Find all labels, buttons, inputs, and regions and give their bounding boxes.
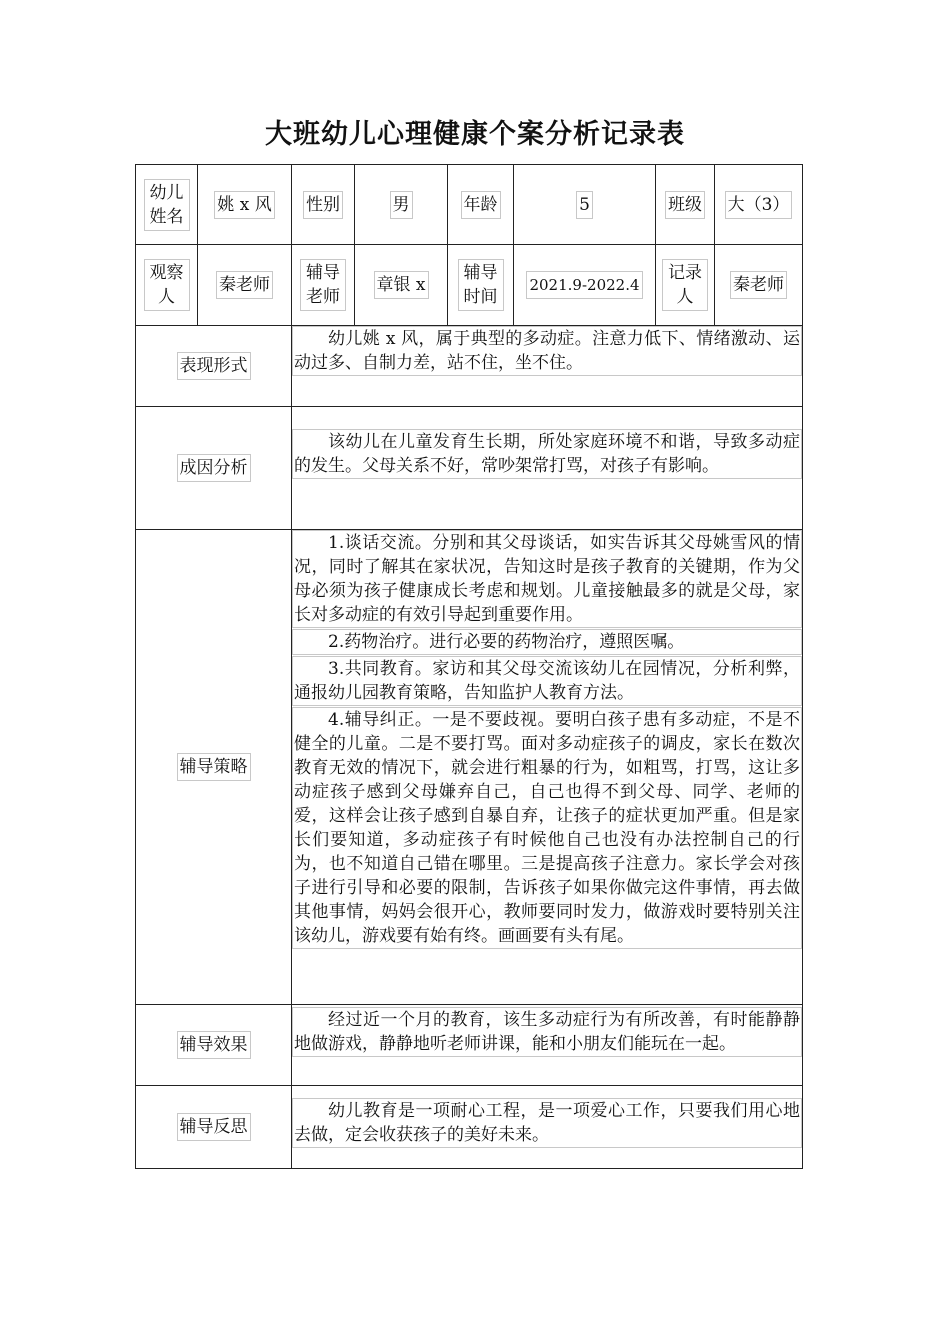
strategy-row: [136, 530, 803, 1005]
info-row-1: [136, 165, 803, 245]
case-record-table: [135, 164, 803, 1169]
child-name-value: 姚 x 风: [214, 191, 274, 219]
class-value: 大（3）: [725, 191, 793, 219]
class-label: 班级: [665, 191, 705, 219]
reflection-label: 辅导反思: [177, 1113, 251, 1141]
strategy-item-4: 4.辅导纠正。一是不要歧视。要明白孩子患有多动症，不是不健全的儿童。二是不要打骂。面对多动症孩子的调皮，家长在数次教育无效的情况下，就会进行粗暴的行为，如粗骂，打骂，这让多动症孩子感到父母嫌弃自己，自己也得不到父母、同学、老师的爱，这样会让孩子感到自暴自弃，让孩子的症状更加严重。但是家长们要知道，多动症孩子有时候他自己也没有办法控制自己的行为，也不知道自己错在哪里。三是提高孩子注意力。家长学会对孩子进行引导和必要的限制，告诉孩子如果你做完这件事情，再去做其他事情，妈妈会很开心，教师要同时发力，做游戏时要特别关注该幼儿，游戏要有始有终。画画要有头有尾。: [292, 707, 802, 949]
info-row-2: [136, 245, 803, 326]
observer-value: 秦老师: [216, 271, 273, 299]
age-label: 年龄: [461, 191, 501, 219]
period-label: 辅导时间: [458, 259, 504, 311]
strategy-item-1: 1.谈话交流。分别和其父母谈话，如实告诉其父母姚雪风的情况，同时了解其在家状况，告知这时是孩子教育的关键期，作为父母必须为孩子健康成长考虑和规划。儿童接触最多的就是父母，家长对多动症的有效引导起到重要作用。: [292, 530, 802, 628]
gender-label: 性别: [303, 191, 343, 219]
recorder-value: 秦老师: [730, 271, 787, 299]
age-value: 5: [576, 191, 593, 219]
cause-row: [136, 407, 803, 530]
child-name-label: 幼儿姓名: [144, 207, 190, 227]
observer-label: 观察人: [144, 259, 190, 311]
effect-label: 辅导效果: [177, 1031, 251, 1059]
strategy-label: 辅导策略: [177, 753, 251, 781]
gender-value: 男: [390, 191, 413, 219]
reflection-row: [136, 1086, 803, 1169]
effect-text: 经过近一个月的教育，该生多动症行为有所改善，有时能静静地做游戏，静静地听老师讲课，能和小朋友们能玩在一起。: [292, 1007, 802, 1057]
tutor-value: 章银 x: [374, 271, 429, 299]
manifestation-row: [136, 326, 803, 407]
cause-label: 成因分析: [177, 454, 251, 482]
effect-row: [136, 1005, 803, 1086]
recorder-label: 记录人: [662, 259, 708, 311]
period-value: 2021.9-2022.4: [526, 271, 642, 299]
page-title: 大班幼儿心理健康个案分析记录表: [265, 119, 685, 150]
tutor-label: 辅导老师: [300, 259, 346, 311]
reflection-text: 幼儿教育是一项耐心工程，是一项爱心工作，只要我们用心地去做，定会收获孩子的美好未来。: [292, 1098, 802, 1148]
strategy-item-3: 3.共同教育。家访和其父母交流该幼儿在园情况，分析利弊，通报幼儿园教育策略，告知监护人教育方法。: [292, 656, 802, 706]
cause-text: 该幼儿在儿童发育生长期，所处家庭环境不和谐，导致多动症的发生。父母关系不好，常吵架常打骂，对孩子有影响。: [292, 429, 802, 479]
manifestation-label: 表现形式: [177, 352, 251, 380]
manifestation-text: 幼儿姚 x 风，属于典型的多动症。注意力低下、情绪激动、运动过多、自制力差，站不住，坐不住。: [292, 326, 802, 376]
strategy-item-2: 2.药物治疗。进行必要的药物治疗，遵照医嘱。: [292, 629, 802, 655]
